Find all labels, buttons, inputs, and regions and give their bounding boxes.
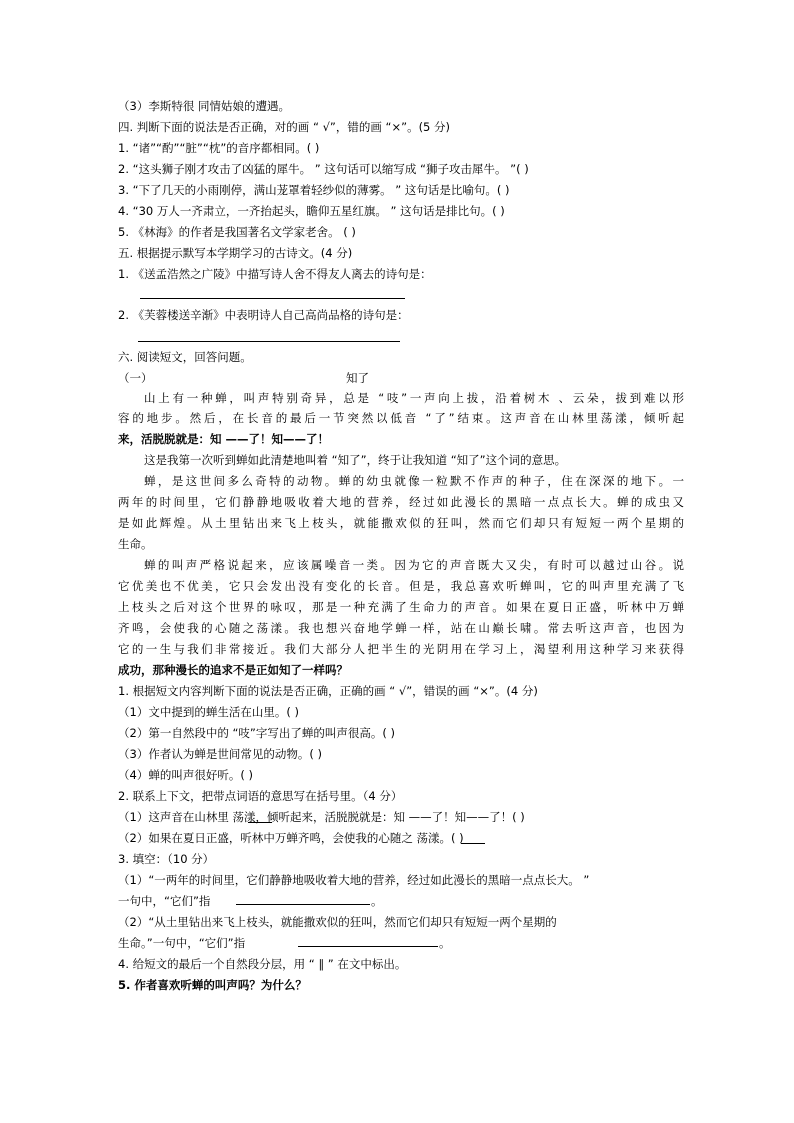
- passage-line-9: 蝉的叫声严格说起来，应该属噪音一类。因为它的声音既大又尖，有时可以越过山谷。说: [144, 558, 684, 572]
- q3b-end-mark: 。: [439, 936, 451, 950]
- section4-heading: 四. 判断下面的说法是否正确，对的画 “ √”，错的画 “×”。(5 分): [118, 120, 451, 134]
- dotted-word-underline-1: [248, 822, 272, 823]
- reading-q1-item-2: （2）第一自然段中的 “吱”字写出了蝉的叫声很高。( ): [118, 726, 396, 740]
- reading-q2-stem: 2. 联系上下文，把带点词语的意思写在括号里。（4 分）: [118, 789, 403, 803]
- section3-item3: （3）李斯特很 同情姑娘的遭遇。: [118, 99, 290, 113]
- passage-line-11: 上枝头之后对这个世界的咏叹，那是一种充满了生命力的声音。如果在夏日正盛，听林中万蝉: [118, 600, 684, 614]
- reading-q3b-line-1: （2）“从土里钻出来飞上枝头，就能撒欢似的狂叫，然而它们却只有短短一两个星期的: [118, 915, 557, 929]
- dotted-word-underline-2: [461, 843, 485, 844]
- reading-q2-item-2: （2）如果在夏日正盛，听林中万蝉齐鸣，会使我的心随之 荡漾。( ): [118, 831, 464, 845]
- reading-q3a-line-2: 一句中，“它们”指: [118, 894, 211, 908]
- section4-item-3: 3. “下了几天的小雨刚停，满山茏罩着轻纱似的薄雾。 ” 这句话是比喻句。( ): [118, 183, 510, 197]
- passage-part-label: （一）: [118, 371, 153, 385]
- reading-q3b-line-2: 生命。”一句中，“它们”指: [118, 936, 246, 950]
- reading-q2-item-1: （1）这声音在山林里 荡漾，倾听起来，活脱脱就是：知 ——了！知——了！( ): [118, 810, 525, 824]
- reading-q5: 5. 作者喜欢听蝉的叫声吗？为什么？: [118, 978, 307, 992]
- passage-line-6: 两年的时间里，它们静静地吸收着大地的营养，经过如此漫长的黑暗一点点长大。蝉的成虫又: [118, 495, 684, 509]
- answer-line-poem-1[interactable]: [140, 298, 405, 299]
- reading-q1-item-4: （4）蝉的叫声很好听。( ): [118, 768, 253, 782]
- reading-q1-item-3: （3）作者认为蝉是世间常见的动物。( ): [118, 747, 322, 761]
- section4-item-5: 5. 《林海》的作者是我国著名文学家老舍。 ( ): [118, 225, 356, 239]
- passage-line-12: 齐鸣，会使我的心随之荡漾。我也想兴奋地学蝉一样，站在山巅长啸。常去听这声音，也因为: [118, 621, 684, 635]
- passage-line-4: 这是我第一次听到蝉如此清楚地叫着 “知了”，终于让我知道 “知了”这个词的意思。: [144, 453, 567, 467]
- section4-item-2: 2. “这头狮子刚才攻击了凶猛的犀牛。 ” 这句话可以缩写成 “狮子攻击犀牛。 ”( ): [118, 162, 529, 176]
- reading-q3-stem: 3. 填空：（10 分）: [118, 852, 215, 866]
- reading-q3a-line-1: （1）“一两年的时间里，它们静静地吸收着大地的营养，经过如此漫长的黑暗一点点长大。 ”: [118, 873, 590, 887]
- passage-line-2: 容的地步。然后，在长音的最后一节突然以低音 “了”结束。这声音在山林里荡漾，倾听起: [118, 411, 684, 425]
- reading-q1-stem: 1. 根据短文内容判断下面的说法是否正确，正确的画 “ √”，错误的画 “×”。(4 分): [118, 684, 538, 698]
- passage-line-14: 成功，那种漫长的追求不是正如知了一样吗？: [118, 663, 348, 677]
- reading-q1-item-1: （1）文中提到的蝉生活在山里。( ): [118, 705, 299, 719]
- passage-title: 知了: [346, 371, 369, 385]
- passage-line-5: 蝉，是这世间多么奇特的动物。蝉的幼虫就像一粒默不作声的种子，住在深深的地下。一: [144, 474, 684, 488]
- passage-line-7: 是如此辉煌。从土里钻出来飞上枝头，就能撒欢似的狂叫，然而它们却只有短短一两个星期的: [118, 516, 684, 530]
- reading-q4: 4. 给短文的最后一个自然段分层，用 “ ∥ ” 在文中标出。: [118, 957, 407, 971]
- section6-heading: 六. 阅读短文，回答问题。: [118, 350, 252, 364]
- section5-question-1: 1. 《送孟浩然之广陵》中描写诗人舍不得友人离去的诗句是：: [118, 267, 432, 281]
- passage-line-13: 它的一生与我们非常接近。我们大部分人把半生的光阴用在学习上，渴望利用这种学习来获得: [118, 642, 684, 656]
- answer-line-poem-2[interactable]: [138, 341, 400, 342]
- q3a-end-mark: 。: [371, 894, 383, 908]
- section4-item-4: 4. “30 万人一齐肃立，一齐抬起头，瞻仰五星红旗。 ” 这句话是排比句。( ): [118, 204, 505, 218]
- passage-line-1: 山上有一种蝉，叫声特别奇异，总是 “吱”一声向上拔，沿着树木 、云朵，拔到难以形: [144, 391, 684, 405]
- answer-line-q3a[interactable]: [236, 904, 370, 905]
- section4-item-1: 1. “诸”“酌”“脏”“枕”的音序都相同。( ): [118, 141, 320, 155]
- section5-question-2: 2. 《芙蓉楼送辛渐》中表明诗人自己高尚品格的诗句是：: [118, 308, 409, 322]
- passage-line-10: 它优美也不优美，它只会发出没有变化的长音。但是，我总喜欢听蝉叫，它的叫声里充满了飞: [118, 579, 684, 593]
- answer-line-q3b[interactable]: [298, 946, 438, 947]
- section5-heading: 五. 根据提示默写本学期学习的古诗文。(4 分): [118, 246, 353, 260]
- passage-line-3: 来，活脱脱就是：知 ——了！知——了！: [118, 432, 330, 446]
- passage-line-8: 生命。: [118, 537, 153, 551]
